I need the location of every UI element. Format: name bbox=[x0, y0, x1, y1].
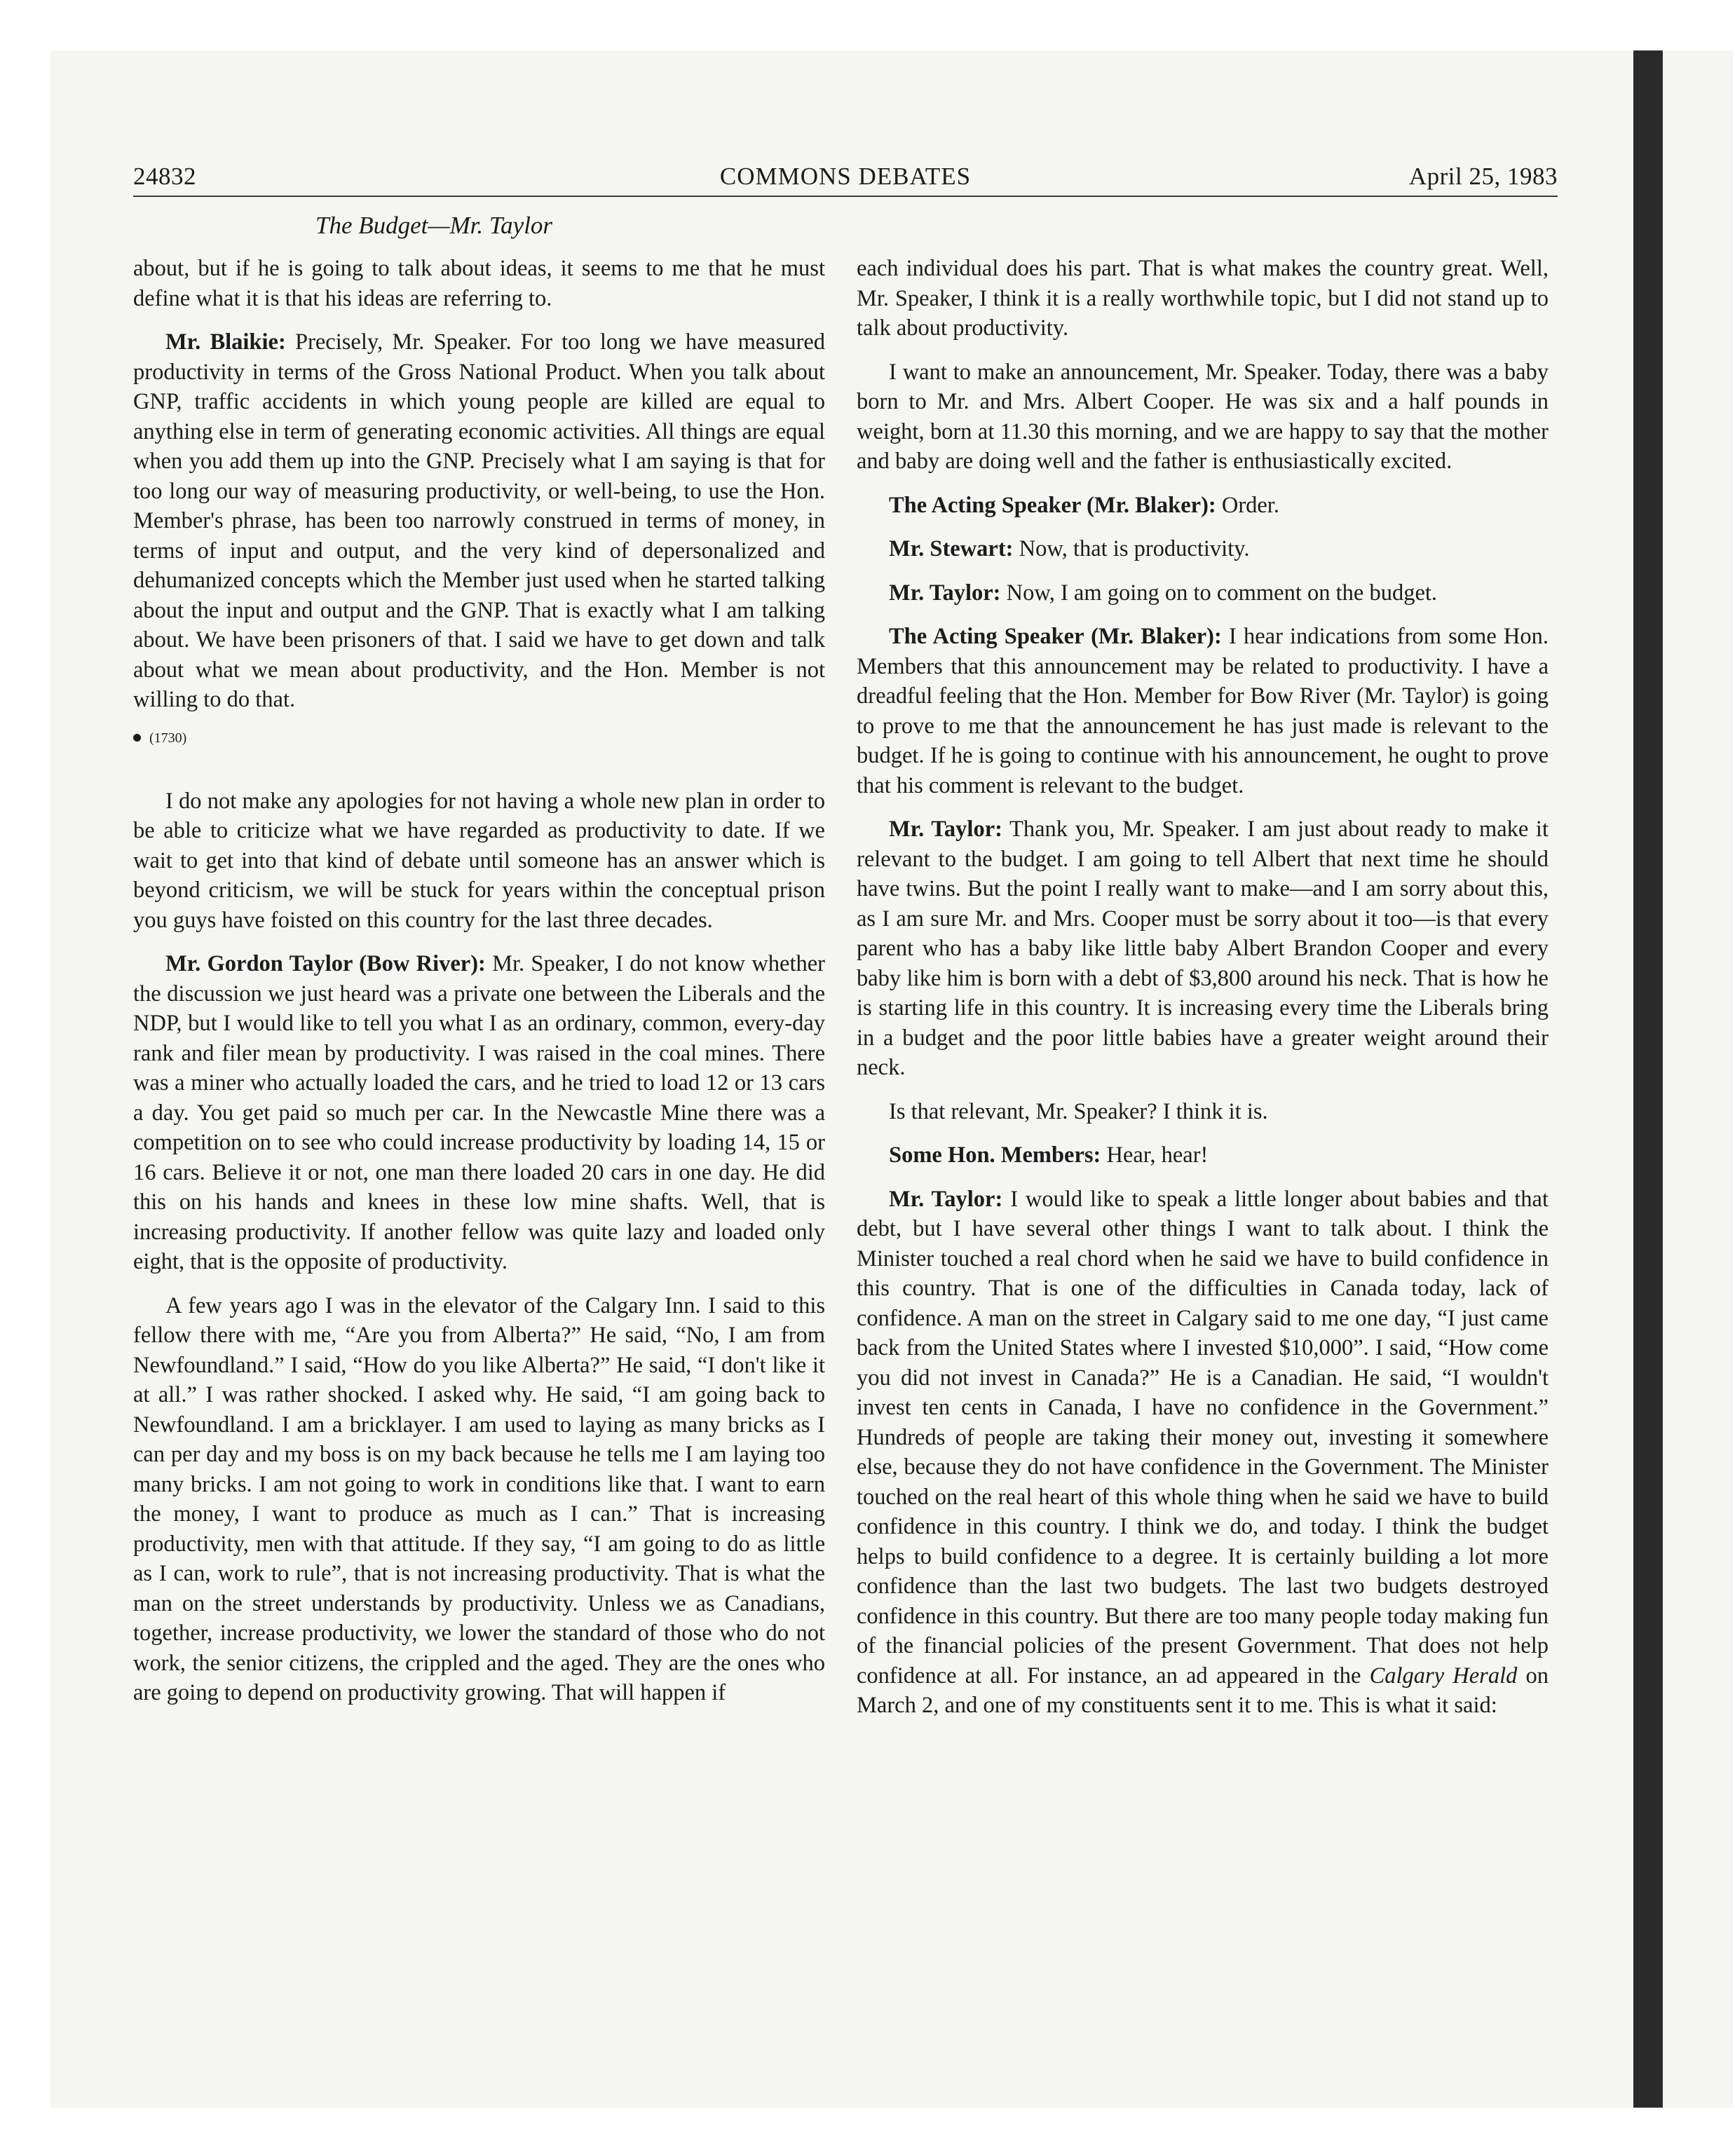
paragraph-text: about, but if he is going to talk about ideas, it seems to me that he must define what it is that his ideas are referring to. bbox=[133, 256, 825, 311]
paragraph bbox=[133, 1291, 825, 1708]
speaker-name: Mr. Taylor: bbox=[889, 1186, 1003, 1212]
newspaper-title: Calgary Herald bbox=[1369, 1663, 1518, 1688]
paragraph-text: A few years ago I was in the elevator of the Calgary Inn. I said to this fellow there with me, “Are you from Alberta?” He said, “No, I am from Newfoundland.” I said, “How do you like Alberta?” He said, “I don't like it at all.” I was rather shocked. I asked why. He said, “I am going back to Newfoundland. I am a bricklayer. I am used to laying as many bricks as I can per day and my boss is on my back because he tells me I am laying too many bricks. I am not going to work in conditions like that. I want to earn the money, I want to produce as much as I can.” That is increasing productivity, men with that attitude. If they say, “I am going to do as little as I can, work to rule”, that is not increasing productivity. That is what the man on the street understands by productivity. Unless we as Canadians, together, increase productivity, we lower the standard of those who do not work, the senior citizens, the crippled and the aged. They are the ones who are going to depend on productivity growing. That will happen if bbox=[133, 1292, 825, 1705]
paragraph-text: Hear, hear! bbox=[1106, 1142, 1209, 1168]
paragraph-text: each individual does his part. That is what makes the country great. Well, Mr. Speaker, I think it is a really worthwhile topic, but I did not stand up to talk about productivity. bbox=[857, 256, 1549, 341]
paragraph bbox=[133, 254, 825, 313]
paragraph-text: Is that relevant, Mr. Speaker? I think it is. bbox=[889, 1098, 1268, 1124]
paragraph-text: I would like to speak a little longer about babies and that debt, but I have several other things I want to talk about. I think the Minister touched a real chord when he said we have to build confidence in this country. That is one of the difficulties in Canada today, lack of confidence. A man on the street in Calgary said to me one day, “I just came back from the United States where I invested $10,000”. I said, “How come you did not invest in Canada?” He is a Canadian. He said, “I wouldn't invest ten cents in Canada, I have no confidence in the Government.” Hundreds of people are taking their money out, investing it somewhere else, because they do not have confidence in the Government. The Minister touched on the real heart of this whole thing when he said we have to build confidence in this country. I think we do, and today. I think the budget helps to build confidence to a degree. It is certainly building a lot more confidence than the last two budgets. The last two budgets destroyed confidence in this country. But there are too many people today making fun of the financial policies of the present Government. That does not help confidence at all. For instance, an ad appeared in the bbox=[857, 1186, 1549, 1688]
paragraph-text: Mr. Speaker, I do not know whether the discussion we just heard was a private one between the Liberals and the NDP, but I would like to tell you what I as an ordinary, common, every-day rank and filer mean by productivity. I was raised in the coal mines. There was a miner who actually loaded the cars, and he tried to load 12 or 13 cars a day. You get paid so much per car. In the Newcastle Mine there was a competition on to see who could increase productivity by loading 14, 15 or 16 cars. Believe it or not, one man there loaded 20 cars in one day. He did this on his hands and knees in these low mine shafts. Well, that is increasing productivity. If another fellow was quite lazy and loaded only eight, that is the opposite of productivity. bbox=[133, 951, 825, 1274]
speaker-name: Some Hon. Members: bbox=[889, 1142, 1101, 1168]
speaker-name: Mr. Gordon Taylor (Bow River): bbox=[165, 951, 486, 976]
paragraph-text: Now, I am going on to comment on the budget. bbox=[1006, 580, 1438, 606]
page-date: April 25, 1983 bbox=[1408, 163, 1558, 190]
time-marker-text: (1730) bbox=[149, 730, 187, 746]
paragraph bbox=[857, 534, 1549, 564]
paragraph bbox=[857, 491, 1549, 521]
paragraph bbox=[133, 949, 825, 1277]
publication-title: COMMONS DEBATES bbox=[719, 163, 972, 190]
time-marker bbox=[133, 729, 825, 747]
paragraph bbox=[857, 357, 1549, 477]
paragraph bbox=[857, 1185, 1549, 1721]
paragraph-text: I hear indications from some Hon. Members that this announcement may be related to productivity. I have a dreadful feeling that the Hon. Member for Bow River (Mr. Taylor) is going to prove to me that the announcement he has just made is relevant to the budget. If he is going to continue with his announcement, he ought to prove that his comment is relevant to the budget. bbox=[857, 624, 1549, 798]
paragraph bbox=[133, 327, 825, 715]
paragraph-text: Precisely, Mr. Speaker. For too long we have measured productivity in terms of the Gross National Product. When you talk about GNP, traffic accidents in which young people are killed are equal to anything else in term of generating economic activities. All things are equal when you add them up into the GNP. Precisely what I am saying is that for too long our way of measuring productivity, or well-being, to use the Hon. Member's phrase, has been too narrowly construed in terms of money, in terms of input and output, and the very kind of depersonalized and dehumanized concepts which the Member just used when he started talking about the input and output and the GNP. That is exactly what I am talking about. We have been prisoners of that. I said we have to get down and talk about what we mean about productivity, and the Hon. Member is not willing to do that. bbox=[133, 329, 825, 712]
paragraph-text: on March 2, and one of my constituents sent it to me. This is what it said: bbox=[857, 1663, 1549, 1718]
header-rule bbox=[133, 196, 1558, 197]
running-head bbox=[133, 163, 1558, 195]
speaker-name: The Acting Speaker (Mr. Blaker): bbox=[889, 492, 1216, 518]
paragraph bbox=[857, 814, 1549, 1083]
bullet-icon bbox=[133, 734, 141, 742]
subject-heading: The Budget—Mr. Taylor bbox=[315, 212, 553, 239]
paragraph bbox=[857, 1140, 1549, 1171]
paragraph bbox=[857, 578, 1549, 608]
paragraph-text: Order. bbox=[1221, 492, 1279, 518]
paragraph-text: I do not make any apologies for not having a whole new plan in order to be able to criticize what we have regarded as productivity to date. If we wait to get into that kind of debate until someone has an answer which is beyond criticism, we will be stuck for years within the conceptual prison you guys have foisted on this country for the last three decades. bbox=[133, 788, 825, 933]
paragraph-text: Now, that is productivity. bbox=[1019, 536, 1250, 561]
binding-shadow bbox=[1633, 50, 1663, 2108]
left-column bbox=[133, 254, 825, 1722]
speaker-name: Mr. Taylor: bbox=[889, 817, 1002, 842]
speaker-name: The Acting Speaker (Mr. Blaker): bbox=[889, 624, 1222, 649]
paragraph bbox=[133, 786, 825, 936]
paragraph-text: Thank you, Mr. Speaker. I am just about ready to make it relevant to the budget. I am going to tell Albert that next time he should have twins. But the point I really want to make—and I am sorry about this, as I am sure Mr. and Mrs. Cooper must be sorry about it too—is that every parent who has a baby like little baby Albert Brandon Cooper and every baby like him is born with a debt of $3,800 around his neck. That is how he is starting life in this country. It is increasing every time the Liberals bring in a budget and the poor little babies have a greater weight around their neck. bbox=[857, 817, 1549, 1080]
right-column bbox=[857, 254, 1549, 1735]
paragraph bbox=[857, 254, 1549, 343]
page-number: 24832 bbox=[133, 163, 196, 190]
paragraph bbox=[857, 622, 1549, 800]
speaker-name: Mr. Taylor: bbox=[889, 580, 1001, 606]
speaker-name: Mr. Stewart: bbox=[889, 536, 1014, 561]
speaker-name: Mr. Blaikie: bbox=[165, 329, 286, 355]
paragraph bbox=[857, 1097, 1549, 1127]
paragraph-text: I want to make an announcement, Mr. Speaker. Today, there was a baby born to Mr. and Mrs. Albert Cooper. He was six and a half pounds in weight, born at 11.30 this morning, and we are happy to say that the mother and baby are doing well and the father is enthusiastically excited. bbox=[857, 359, 1549, 474]
